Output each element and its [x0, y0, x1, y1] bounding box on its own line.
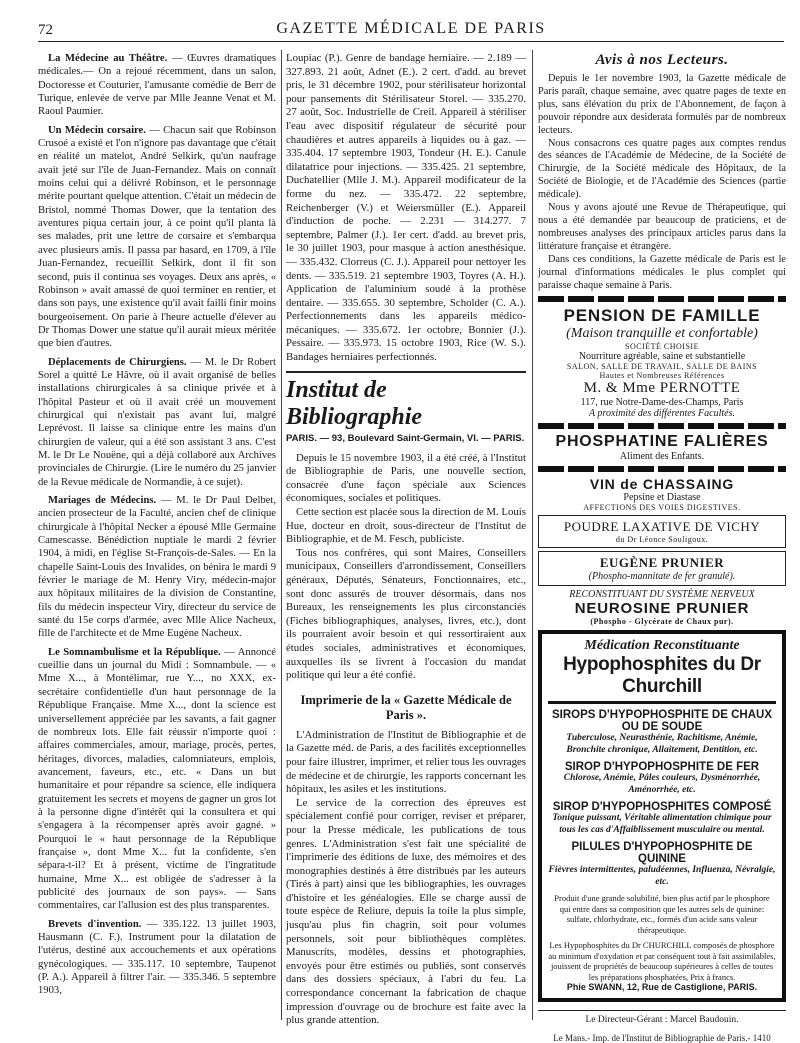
institut-paragraph: Depuis le 15 novembre 1903, il a été créé, à l'Institut de Bibliographie de Paris, une nouvelle section, consacrée d'une façon spéciale aux Sciences économiques, sociales et politiques. [286, 451, 526, 505]
column-institut [286, 52, 526, 1028]
page-number: 72 [38, 22, 53, 38]
avis-paragraph: Dans ces conditions, la Gazette médicale de Paris est le journal d'informations médicales le plus complet qui paraisse chaque semaine à Paris. [538, 253, 786, 291]
pension-title: PENSION DE FAMILLE [563, 306, 761, 326]
churchill-title: Hypophosphites du Dr Churchill [548, 654, 776, 704]
column-news [38, 52, 276, 1028]
article-brevets: Brevets d'invention. — 335.122. 13 juillet 1903, Hausmann (C. F.). Instrument pour la dilatation de l'utérus, destiné aux accouchements et aux opérations gynécologiques. — 335.117. 10 septembre, Taupenot (P. A.). Appareil à filtrer l'air. — 335.346. 5 septembre 1903, [38, 918, 276, 997]
avis-paragraph: Nous consacrons ces quatre pages aux comptes rendus des séances de l'Académie de Médecine, de la Société de Chirurgie, de la Société médicale des Hôpitaux, de la Société de Biologie, et de l'Académie des Sciences (partie médicale). [538, 137, 786, 201]
avis-paragraph: Depuis le 1er novembre 1903, la Gazette médicale de Paris paraît, chaque semaine, avec quatre pages de texte en plus, sans élévation du prix de l'Abonnement, de façon à pouvoir répondre aux desiderata formulés par de nombreux lecteurs. [538, 73, 786, 136]
pension-name: M. & Mme PERNOTTE [583, 380, 741, 397]
institut-address: PARIS. — 93, Boulevard Saint-Germain, VI. — PARIS. [286, 432, 525, 444]
footer-director: Le Directeur-Gérant : Marcel Baudouin. [538, 1010, 786, 1025]
page-header [38, 16, 784, 42]
article-somnambulisme: Le Somnambulisme et la République. — Annoncé cueillie dans un journal du Midi : Somnambule. — « Mme X..., à Montélimar, rue Y..., no XXX, ex-secrétaire confidentielle d'un haut personnage de la République Française. Mme X..., dont la science est universellement appréciée par les savants, a fait gagner de nombreux lots. Elle fait réussir n'importe quoi : affaires commerciales, amour, mariage, procès, pertes, héritages, divorces, maladies, calomniateurs, emplois, avancement, faveurs, etc., etc. « Dans un but humanitaire et pour répandre sa science, elle indiquera gratuitement les secrets et moyens de gagner un gros lot à la personne digne d'intérêt qui la consultera et qui s'engagera à la récompenser après avoir gagné. » Pourquoi le « haut personnage de la République française », dont Mme X... fut la confidente, s'en sépara-t-il? Et à présent, victime de l'ingratitude humaine, Mme X... est obligée de s'adresser à la publicité des journaux de son pays». — Sans commentaires, car l'allusion est des plus transparentes. [38, 646, 276, 912]
ad-vichy: POUDRE LAXATIVE DE VICHY du Dr Léonce Souligoux. [538, 515, 786, 548]
institut-title: Institut de Bibliographie [286, 371, 526, 431]
article-mariages: Mariages de Médecins. — M. le Dr Paul Delbet, ancien prosecteur de la Faculté, ancien chef de clinique chirurgicale à l'hôpital Necker a épousé Mlle Germaine Camescasse. Bénédiction nuptiale le mardi 2 février 1904, à midi, en l'église St-François-de-Sales. — En la chapelle Saint-Louis des Invalides, on bénira le mardi 9 février le mariage de M. Henry Viry, médecin-major aux hôpitaux militaires de la division de Constantine, fils du médecin inspecteur Viry, directeur du service de santé du 15e corps d'armée, avec Mlle Alice Nacheux, fille de l'architecte et de Mme Eugène Nacheux. [38, 495, 276, 640]
article-corsaire: Un Médecin corsaire. — Chacun sait que Robinson Crusoé a existé et l'on n'ignore pas davantage que c'était en réalité un matelot, André Selkirk, qu'un naufrage avait jeté sur l'île de Juan-Fernandez. Mais on connaît moins celui qui a délivré Robinson, et le personnage mérite pourtant quelque attention. C'était un médecin de Bristol, nommé Thomas Dower, que la tentation des aventures piqua certain jour, à ce point qu'il planta là ses malades, prit une lettre de corsaire et s'embarqua avec plusieurs amis. Il passa par hasard, en 1709, à l'île Juan-Fernandez, recueillit Selkirk, dont il fit son second, puis il continua ses voyages. Deux ans après, « Robinson » avait amassé de quoi terminer en rentier, et dans son pays, une existence qu'il avait failli finir moins bourgeoisement. On parie à l'heure actuelle d'élever au Dr Thomas Dower une statue qu'il aurait mieux méritée que bien d'autres. [38, 124, 276, 350]
article-chirurgiens: Déplacements de Chirurgiens. — M. le Dr Robert Sorel a quitté Le Hâvre, où il avait organisé de belles installations chirurgicales à sa clinique privée et à l'hôpital Pasteur et où il avait créé un mouvement chirurgical qui n'existait pas avant lui, malgré Leprévost. Il laisse sa clinique entre les mains d'un chirurgien de valeur, qui a été son assistant 3 ans. C'est M. le Dr Le Nouëne, qui a déjà collaboré aux Archives provinciales de Chirurgie. (Lire le numéro du 25 janvier de la Revue médicale de Normandie, à ce sujet). [38, 356, 276, 488]
ad-pension: PENSION DE FAMILLE (Maison tranquille et confortable) SOCIÉTÉ CHOISIE Nourriture agréable, saine et substantielle SALON, SALLE DE TRAVAIL, SALLE DE BAINS Hautes et Nombreuses Références M. & Mme PERNOTTE 117, rue Notre-Dame-des-Champs, Paris A proximité des différentes Facultés. [538, 306, 786, 419]
avis-paragraph: Nous y avons ajouté une Revue de Thérapeutique, qui nous a été demandée par beaucoup de praticiens, et de nombreuses analyses des principaux articles parus dans la littérature française et étrangère. [538, 202, 786, 252]
column-divider [281, 50, 282, 1020]
separator-bar [538, 466, 786, 472]
separator-bar [538, 423, 786, 429]
separator-bar [538, 296, 786, 302]
column-avis-ads [538, 52, 786, 1043]
ad-prunier: EUGÈNE PRUNIER (Phospho-mannitate de fer granulé). [538, 551, 786, 586]
journal-title: GAZETTE MÉDICALE DE PARIS [276, 20, 546, 37]
imprimerie-paragraph: Le service de la correction des épreuves est spécialement confié pour corriger, reviser et préparer, pour la Presse médicale, les publications de tous genres. L'Administration s'est fait une spécialité de l'imprimerie des éditions de luxe, des mémoires et des monographies destinés à être distribués par les auteurs (Tirés à part) ainsi que les bibliographies, les ouvrages d'histoire et les généalogies. Elle se charge aussi de toute espèce de Reliure, depuis la toile la plus simple, jusqu'au plus fin chagrin, soit pour volumes personnels, soit pour bibliothèques complètes. Manuscrits, modèles, dessins et photographies, envoyés pour être estimés ou publiés, sont conservés dans des dossiers spéciaux, à l'abri du feu. La correspondance concernant la fabrication de chaque impression d'ouvrage ou de brochure est faite avec la plus grande attention. [286, 796, 526, 1027]
ad-chassaing: VIN de CHASSAING Pepsine et Diastase AFFECTIONS DES VOIES DIGESTIVES. [583, 476, 741, 513]
column-divider [532, 50, 533, 1020]
ad-neurosine: RECONSTITUANT DU SYSTÈME NERVEUX NEUROSINE PRUNIER (Phospho - Glycérate de Chaux pur). [569, 589, 755, 627]
pension-subtitle: (Maison tranquille et confortable) [566, 326, 758, 342]
footer-printer: Le Mans.- Imp. de l'Institut de Bibliographie de Paris.- 1410 [553, 1033, 771, 1043]
institut-paragraph: Tous nos confrères, qui sont Maires, Conseillers municipaux, Conseillers d'arrondissement, Conseillers généraux, Députés, Sénateurs, Fonctionnaires, etc., sont donc assurés de trouver désormais, dans nos Bureaux, les renseignements les plus circonstanciés (Fiches bibliographiques, analyses, livres, etc.), dont ils pourraient avoir besoin et qui ressortiraient aux études sociales, administratives et économiques, auxquelles ils se livrent à l'occasion du mandat politique qui leur a été confié. [286, 546, 526, 682]
imprimerie-title: Imprimerie de la « Gazette Médicale de Paris ». [300, 692, 512, 722]
brevets-continued: Loupiac (P.). Genre de bandage herniaire. — 2.189 — 327.893. 21 août, Adnet (E.). 2 cert. d'add. au brevet pris, le 31 décembre 1902, pour stérilisateur horizontal pour pansements dit Stérilisateur Storel. — 335.270. 27 août, Soc. Industrielle de Creil. Appareil à stériliser l'eau avec dispositif régulateur de sécurité pour chaudières et autres appareils à liquides ou à gaz. — 335.404. 17 septembre 1903, Tondeur (H. E.). Canule dilatatrice pour injections. — 335.425. 21 septembre, Duchatellier (Mlle J. M.). Appareil modificateur de la forme du nez. — 335.472. 22 septembre, Reichenberger (V.) et Weiersmüller (E.). Appareil d'induction de poche. — 2.231 — 314.277. 7 septembre, Palmer (J.). 1er cert. d'add. au brevet pris, le 30 juillet 1903, pour masque à action anesthésique. — 335.432. Clorreus (C. J.). Appareil pour nettoyer les dents. — 335.519. 21 septembre 1903, Toyres (A. H.). Application de l'aluminium soudé à la prothèse dentaire. — 335.655. 30 septembre, Scholder (C. A.). Perfectionnements dans les appareils médico-mécaniques. — 335.672. 1er octobre, Bonnier (J.). Pessaire. — 335.973. 15 octobre 1903, Rice (W. S.). Bandages herniaires perfectionnés. [286, 52, 526, 364]
ad-falieres: PHOSPHATINE FALIÈRES Aliment des Enfants. [555, 433, 769, 463]
ad-churchill: Médication Reconstituante Hypophosphites du Dr Churchill SIROPS D'HYPOPHOSPHITE DE CHAUX OU DE SOUDE Tuberculose, Neurasthénie, Rachitisme, Anémie, Bronchite chronique, Allaitement, Dentition, etc. SIROP D'HYPOPHOSPHITE DE FER Chlorose, Anémie, Pâles couleurs, Dysménorrhée, Aménorrhée, etc. SIROP D'HYPOPHOSPHITES COMPOSÉ Tonique puissant, Véritable alimentation chimique pour tous les cas d'Affaiblissement musculaire ou mental. PILULES D'HYPOPHOSPHITE DE QUININE Fièvres intermittentes, paludéennes, Influenza, Névralgie, etc. Produit d'une grande solubilité, bien plus actif par le phosphore qui entre dans sa composition que les autres sels de quinine: sulfate, chlorhydrate, etc., formés d'un acide sans valeur thérapeutique. Les Hypophosphites du Dr CHURCHILL composés de phosphore au minimum d'oxydation et par conséquent tout à fait assimilables, jouissent de propriétés de beaucoup supérieures à celles de toutes les préparations phosphatées, Prix à francs. Phie SWANN, 12, Rue de Castiglione, PARIS. [538, 630, 786, 1002]
institut-paragraph: Cette section est placée sous la direction de M. Louis Hue, docteur en droit, sous-directeur de l'Institut de Bibliographie, et de M. Fesch, publiciste. [286, 506, 526, 546]
article-theatre: La Médecine au Théâtre. — Œuvres dramatiques médicales.— On a rejoué récemment, dans un salon, Doctoresse et Couturier, l'amusante comédie de Berr de Turique, enlevée de verve par Mlle Jeanne Venat et M. Raoul Paumier. [38, 53, 276, 118]
avis-title: Avis à nos Lecteurs. [595, 52, 729, 68]
imprimerie-paragraph: L'Administration de l'Institut de Bibliographie et de la Gazette méd. de Paris, a des facilités exceptionnelles pour faire illustrer, imprimer, et relier tous les ouvrages de médecine et de chirurgie, les rapports concernant les hôpitaux, les asiles et les institutions. [286, 728, 526, 796]
